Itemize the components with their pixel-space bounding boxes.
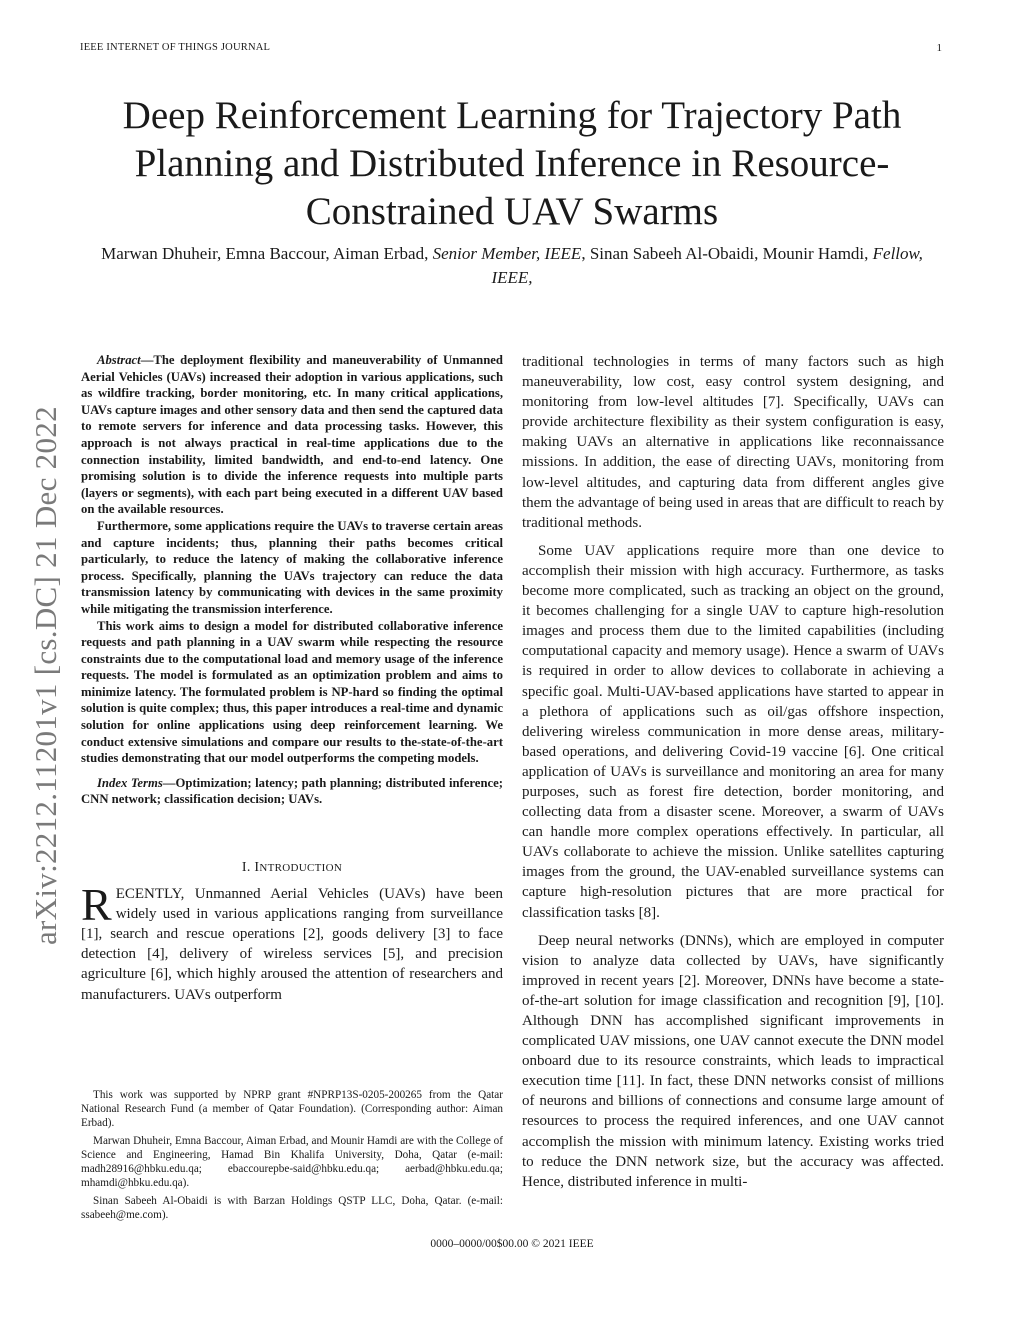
body-paragraph-1: traditional technologies in terms of many factors such as high maneuverability, low cost, easy control system designing, and monitoring from low-level altitudes [7]. Specifically, UAVs can provide architecture flexibility as their system configuration is easy, making UAVs an alternative in applications like reconnaissance missions. In addition, the ease of directing UAVs, monitoring from low-level altitudes, and capturing data from different angles give them the advantage of being used in areas that are difficult to reach by traditional methods. (522, 354, 944, 531)
section-title-rest: NTRODUCTION (259, 862, 343, 875)
index-terms (81, 775, 503, 808)
dropcap-letter: R (81, 879, 112, 931)
section-number: I. (241, 860, 255, 876)
left-column (81, 352, 503, 1005)
index-terms-text: —Optimization; latency; path planning; distributed inference; CNN network; classification decision; UAVs. (81, 775, 503, 807)
authors-text-2: , Sinan Sabeeh Al-Obaidi, Mounir Hamdi, (581, 244, 873, 263)
journal-header: IEEE INTERNET OF THINGS JOURNAL (80, 42, 271, 53)
copyright-footer: 0000–0000/00$00.00 © 2021 IEEE (430, 1238, 594, 1250)
introduction-paragraph (81, 879, 503, 1005)
section-title-first: I (254, 860, 260, 876)
footnote-affiliations: Marwan Dhuheir, Emna Baccour, Aiman Erbad, and Mounir Hamdi are with the College of Science and Engineering, Hamad Bin Khalifa University, Doha, Qatar (e-mail: madh28916@hbku.edu.qa; ebaccourepbe-said@hbku.edu.qa; aerbad@hbku.edu.qa; mhamdi@hbku.edu.qa). (81, 1135, 503, 1189)
abstract-paragraph-3: This work aims to design a model for distributed collaborative inference requests and path planning in a UAV swarm while respecting the resource constraints due to the computational load and memory usage of the inference requests. The model is formulated as an optimization problem and aims to minimize latency. The formulated problem is NP-hard so finding the optimal solution is quite complex; thus, this paper introduces a real-time and dynamic solution for online applications using deep reinforcement learning. We conduct extensive simulations and compare our results to the-state-of-the-art studies demonstrating that our model outperforms the competing models. (81, 618, 503, 766)
author-role-2: Fellow, IEEE, (491, 244, 923, 287)
paper-title: Deep Reinforcement Learning for Trajectory Path Planning and Distributed Inference in Resource-Constrained UAV Swarms (122, 94, 902, 233)
abstract-paragraph-1: —The deployment flexibility and maneuverability of Unmanned Aerial Vehicles (UAVs) increased their adoption in various applications, such as wildfire tracking, border monitoring, etc. In many critical applications, UAVs capture images and other sensory data and then send the captured data to remote servers for inference and data processing tasks. However, this approach is not always practical in real-time applications due to the connection instability, limited bandwidth, and end-to-end latency. One promising solution is to divide the inference requests into multiple parts (layers or segments), with each part being executed in a different UAV based on the available resources. (81, 353, 503, 517)
footnote-affiliation-2: Sinan Sabeeh Al-Obaidi is with Barzan Holdings QSTP LLC, Doha, Qatar. (e-mail: ssabeeh@me.com). (81, 1195, 503, 1221)
author-role-1: Senior Member, IEEE (432, 244, 582, 263)
footnote-funding: This work was supported by NPRP grant #NPRP13S-0205-200265 from the Qatar National Research Fund (a member of Qatar Foundation). (Corresponding author: Aiman Erbad). (81, 1089, 503, 1129)
index-terms-lead: Index Terms (97, 775, 163, 790)
abstract-lead: Abstract (97, 353, 141, 367)
introduction-text: ECENTLY, Unmanned Aerial Vehicles (UAVs) have been widely used in various applications ranging from surveillance [1], search and rescue operations [2], goods delivery [3] to face detection [4], delivery of wireless services [5], and precision agriculture [6], which highly aroused the attention of researchers and manufacturers. UAVs outperform (81, 886, 503, 1003)
arxiv-identifier: arXiv:2212.11201v1 [cs.DC] 21 Dec 2022 (28, 406, 63, 945)
body-paragraph-2: Some UAV applications require more than one device to accomplish their mission with high accuracy. Furthermore, as tasks become more complicated, such as tracking an object on the ground, it becomes challenging for a single UAV to capture high-resolution images and process them due to the limited capabilities (including computational capacity and memory usage). Hence a swarm of UAVs is required in order to allow devices to collaborate in achieving a specific goal. Multi-UAV-based applications have started to appear in a plethora of applications such as oil/gas offshore inspection, delivering wireless communication in more dense areas, military-based operations, and delivering Covid-19 vaccine [6]. One critical application of UAVs is surveillance and monitoring an area for many purposes, such as forest fire detection, border monitoring, and collecting data from a disaster scene. Moreover, a swarm of UAVs can handle more complex operations effectively. In particular, all UAVs collaborate to achieve the mission. Unlike satellites capturing images from the ground, the UAV-enabled surveillance systems can capture high-resolution pictures that are more practical for classification tasks [8]. (522, 542, 944, 921)
authors-text-1: Marwan Dhuheir, Emna Baccour, Aiman Erbad, (101, 244, 433, 263)
section-heading-introduction (81, 860, 503, 876)
body-paragraph-3: Deep neural networks (DNNs), which are employed in computer vision to analyze data collected by UAVs, have significantly improved in recent years [2]. Moreover, DNNs have become a state-of-the-art solution for image classification and recognition [9], [10]. Although DNN has accomplished significant improvements in complicated UAV missions, one UAV cannot execute the DNN model onboard due to its resource constraints, which leads to impractical execution time [11]. In fact, these DNN networks consist of millions of neurons and billions of connections and consume large amount of resources to process the required inferences, and one UAV cannot accomplish the mission with minimum latency. Existing works tried to reduce the DNN network size, but the accuracy was affected. Hence, distributed inference in multi- (522, 932, 944, 1190)
right-column (522, 352, 944, 1200)
abstract (81, 352, 503, 767)
footnotes (81, 1088, 503, 1226)
author-list (100, 242, 924, 290)
page-number: 1 (936, 42, 942, 54)
abstract-paragraph-2: Furthermore, some applications require the UAVs to traverse certain areas and capture incidents; thus, planning their paths becomes critical particularly, to reduce the latency of making the collaborative inference process. Specifically, planning the UAVs trajectory can reduce the data transmission latency by communicating with devices in the same proximity while mitigating the transmission interference. (81, 518, 503, 616)
